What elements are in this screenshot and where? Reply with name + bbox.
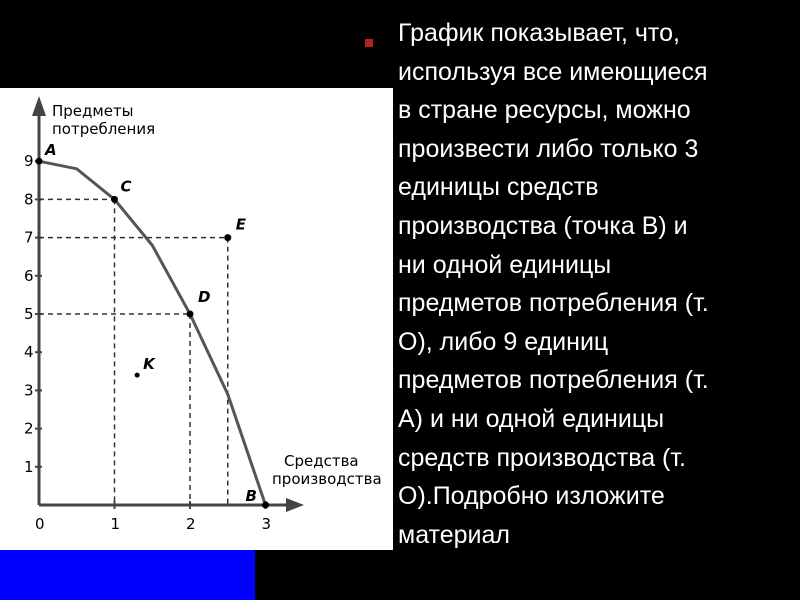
x-tick-label: 0 [35, 515, 45, 533]
point-a [36, 158, 43, 165]
text-line: произвести либо только 3 [398, 134, 699, 163]
x-tick-label: 3 [261, 515, 272, 533]
point-label-d: D [198, 288, 211, 306]
y-tick-label: 4 [24, 343, 34, 362]
x-axis-label-line-1: Средства [284, 452, 359, 470]
y-tick-label: 3 [24, 381, 34, 400]
x-axis-arrow-icon [286, 498, 304, 512]
text-line: производства (точка В) и [398, 211, 688, 240]
point-c [111, 196, 118, 203]
text-line: единицы средств [398, 173, 599, 202]
text-line: О), либо 9 единиц [398, 327, 609, 356]
point-label-c: C [120, 177, 132, 196]
y-tick-label: 6 [24, 266, 34, 285]
text-line: ни одной единицы [398, 250, 612, 279]
y-tick-label: 7 [24, 228, 34, 247]
y-tick-label: 8 [24, 190, 34, 209]
text-line: в стране ресурсы, можно [398, 96, 691, 125]
point-d [187, 311, 194, 318]
text-line: используя все имеющиеся [398, 57, 708, 86]
y-tick-label: 1 [24, 457, 34, 476]
point-b [262, 502, 269, 509]
ppf-chart [0, 0, 393, 600]
y-tick-label: 9 [24, 152, 34, 171]
text-line: предметов потребления (т. [398, 366, 709, 395]
y-axis-label-line-1: Предметы [52, 102, 134, 120]
point-label-a: A [45, 141, 57, 160]
text-line: А) и ни одной единицы [398, 404, 665, 433]
point-label-b: B [245, 487, 257, 505]
text-line: материал [398, 520, 510, 549]
y-tick-label: 2 [24, 419, 34, 438]
text-line: График показывает, что, [398, 19, 680, 47]
y-axis-label-line-2: потребления [52, 120, 156, 138]
x-tick-label: 2 [186, 515, 196, 533]
text-line: средств производства (т. [398, 443, 686, 472]
point-label-k: K [143, 355, 155, 374]
point-label-e: E [235, 215, 246, 234]
ppf-curve [39, 161, 266, 505]
y-axis-arrow-icon [32, 96, 46, 116]
text-line: О).Подробно изложите [398, 482, 665, 511]
slide-text [398, 14, 790, 554]
x-tick-label: 1 [110, 515, 121, 533]
bullet-icon [365, 39, 373, 47]
point-k [135, 373, 140, 378]
point-e [224, 234, 231, 241]
y-tick-label: 5 [24, 305, 34, 323]
x-axis-label-line-2: производства [272, 470, 382, 488]
text-line: предметов потребления (т. [398, 289, 709, 318]
